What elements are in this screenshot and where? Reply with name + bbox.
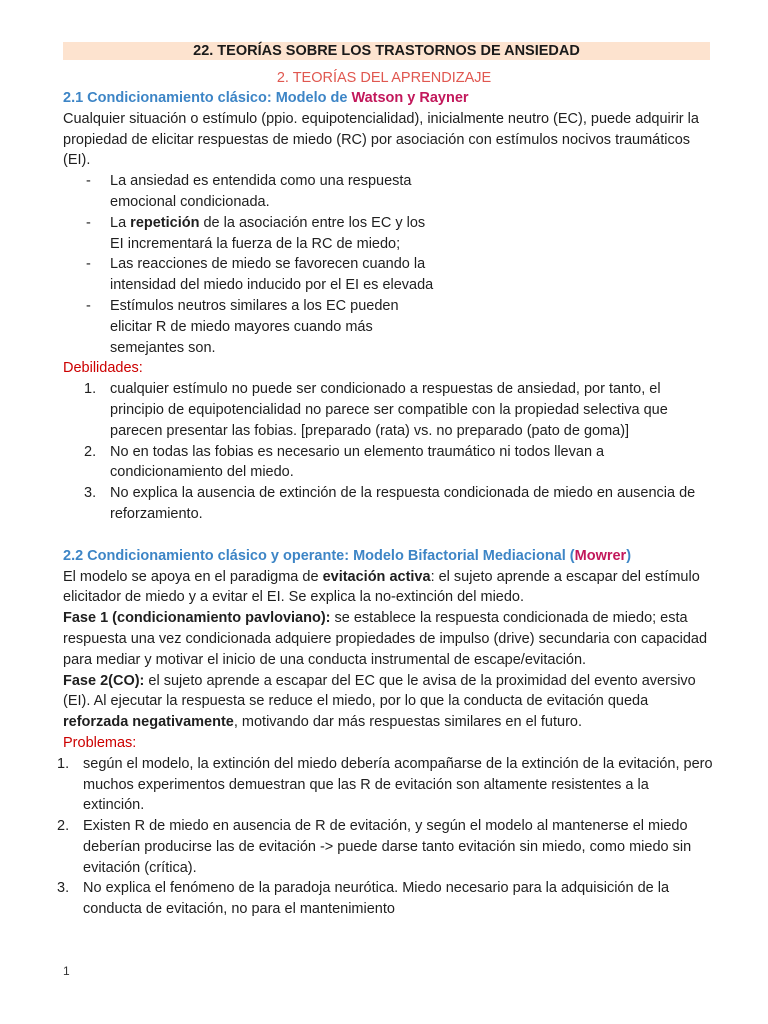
authors-watson-rayner: Watson y Rayner: [351, 90, 469, 106]
section-2-1-intro: Cualquier situación o estímulo (ppio. equipotencialidad), inicialmente neutro (EC), puede adquirir la propiedad de elicitar respuestas de miedo (RC) por asociación con estímulos nocivos traumáticos (EI).: [63, 110, 699, 169]
dash-marker: -: [86, 214, 91, 231]
phase-2-label: Fase 2(CO):: [63, 672, 145, 689]
list-item: 1. cualquier estímulo no puede ser condicionado a respuestas de ansiedad, por tanto, el principio de equipotencialidad no parece ser compatible con la propiedad selectiva que parecen presentar las fobias. [preparado (rata) vs. no preparado (pato de goma)]: [84, 381, 668, 439]
list-item: 3. No explica la ausencia de extinción de la respuesta condicionada de miedo en ausencia de reforzamiento.: [84, 485, 696, 522]
list-item: 3. No explica el fenómeno de la paradoja neurótica. Miedo necesario para la adquisición de la conducta de evitación, no para el mantenimiento: [57, 880, 670, 918]
dash-marker: -: [86, 297, 91, 314]
section-2-1-heading: 2.1 Condicionamiento clásico: Modelo de Watson y Rayner: [63, 90, 469, 106]
list-item: - Estímulos neutros similares a los EC pueden elicitar R de miedo mayores cuando más semejantes son.: [86, 297, 399, 356]
weaknesses-label: Debilidades:: [63, 360, 143, 377]
section-title: 2. TEORÍAS DEL APRENDIZAJE: [276, 70, 492, 86]
dash-list: [63, 171, 713, 358]
phase-1-paragraph: Fase 1 (condicionamiento pavloviano): se establece la respuesta condicionada de miedo; esta respuesta una vez condicionada adquiere propiedades de impulso (drive) secundaria con capacidad para mediar y motivar el inicio de una conducta instrumental de escape/evitación.: [63, 610, 708, 668]
problems-label: Problemas:: [63, 734, 137, 751]
page-number: 1: [63, 964, 70, 978]
list-item: - Las reacciones de miedo se favorecen cuando la intensidad del miedo inducido por el EI es elevada: [86, 256, 434, 294]
list-item: - La ansiedad es entendida como una respuesta emocional condicionada.: [86, 173, 412, 210]
problems-list: [57, 754, 713, 920]
phase-2-paragraph: Fase 2(CO): el sujeto aprende a escapar del EC que le avisa de la proximidad del evento aversivo (EI). Al ejecutar la respuesta se reduce el miedo, por lo que la conducta de evitación queda reforzada negativamente, motivando dar más respuestas similares en el futuro.: [63, 672, 696, 731]
list-item: 2. Existen R de miedo en ausencia de R de evitación, y según el modelo al mantenerse el miedo deberían producirse las de evitación -> puede darse tanto evitación sin miedo, como miedo sin evitación (crítica).: [57, 818, 692, 876]
dash-marker: -: [86, 256, 91, 273]
list-item: - La repetición de la asociación entre los EC y los EI incrementará la fuerza de la RC de miedo;: [86, 214, 426, 252]
section-2-2-heading: 2.2 Condicionamiento clásico y operante: Modelo Bifactorial Mediacional (Mowrer): [63, 547, 632, 564]
bold-term: reforzada negativamente: [63, 714, 234, 731]
bold-term: evitación activa: [322, 568, 431, 585]
section-2-2-intro: El modelo se apoya en el paradigma de evitación activa: el sujeto aprende a escapar del estímulo elicitador de miedo y a evitar el EI. Se explica la no-extinción del miedo.: [63, 568, 700, 606]
document-title: 22. TEORÍAS SOBRE LOS TRASTORNOS DE ANSIEDAD: [63, 42, 710, 60]
phase-1-label: Fase 1 (condicionamiento pavloviano):: [63, 610, 331, 627]
list-item: 2. No en todas las fobias es necesario un elemento traumático ni todos llevan a condicionamiento del miedo.: [84, 443, 605, 481]
bold-term: repetición: [130, 214, 200, 231]
document-body: [57, 88, 713, 920]
weaknesses-list: [63, 379, 713, 525]
list-item: 1. según el modelo, la extinción del miedo debería acompañarse de la extinción de la evitación, pero muchos experimentos demuestran que las R de evitación son altamente resistentes a la extinción.: [57, 755, 713, 814]
dash-marker: -: [86, 173, 91, 190]
author-mowrer: Mowrer: [574, 547, 627, 564]
